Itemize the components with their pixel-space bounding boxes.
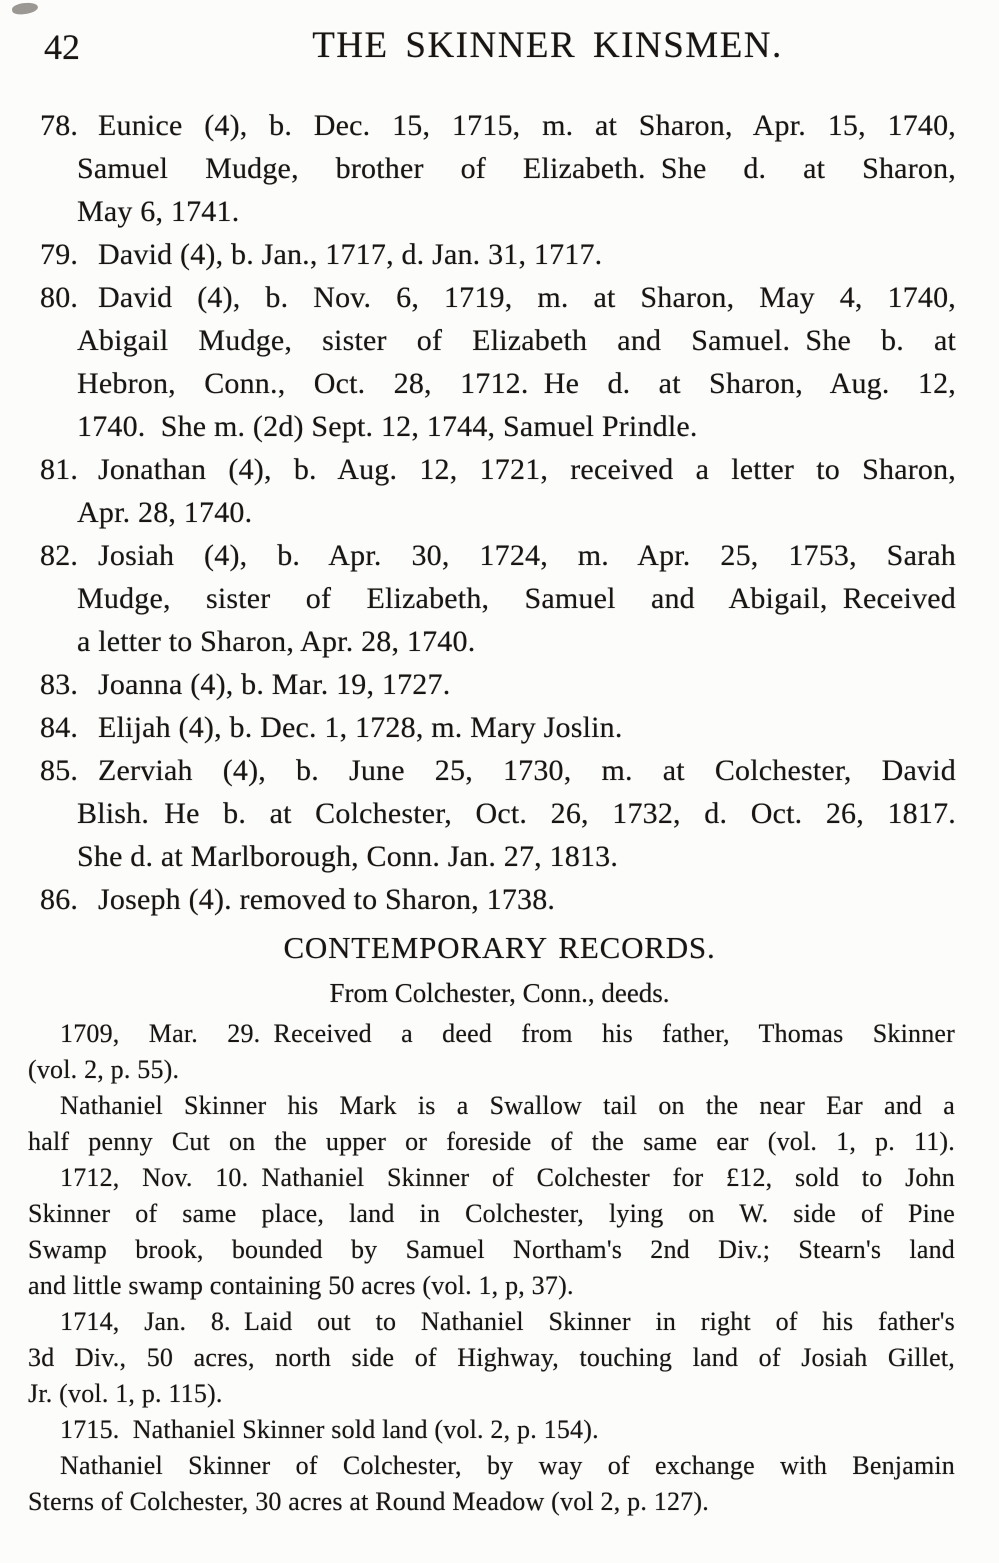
section-heading: CONTEMPORARY RECORDS. bbox=[283, 930, 716, 965]
entry-text: Elijah (4), b. Dec. 1, 1728, m. Mary Joslin. bbox=[98, 711, 623, 744]
paragraph-line: Nathaniel Skinner of Colchester, by way of exchange with Benjamin bbox=[60, 1451, 955, 1480]
genealogy-entry bbox=[40, 448, 956, 534]
record-paragraph bbox=[28, 1412, 955, 1448]
paragraph-line: 1715. Nathaniel Skinner sold land (vol. 2, p. 154). bbox=[60, 1415, 599, 1444]
paragraph-line: Sterns of Colchester, 30 acres at Round Meadow (vol 2, p. 127). bbox=[28, 1487, 709, 1516]
entry-line bbox=[40, 104, 956, 147]
entry-number: 83. bbox=[40, 668, 79, 701]
record-paragraph bbox=[28, 1304, 955, 1412]
entry-line bbox=[40, 534, 956, 577]
genealogy-entry bbox=[40, 233, 956, 276]
entry-line: a letter to Sharon, Apr. 28, 1740. bbox=[77, 625, 476, 658]
record-paragraph bbox=[28, 1016, 955, 1088]
entry-line bbox=[40, 663, 956, 706]
entry-text: David (4), b. Jan., 1717, d. Jan. 31, 1717. bbox=[98, 238, 603, 271]
paragraph-line: 1712, Nov. 10. Nathaniel Skinner of Colchester for £12, sold to John bbox=[60, 1163, 955, 1192]
running-title: THE SKINNER KINSMEN. bbox=[312, 25, 783, 66]
entry-line: 1740. She m. (2d) Sept. 12, 1744, Samuel Prindle. bbox=[77, 410, 698, 443]
scan-artifact bbox=[11, 1, 38, 16]
record-paragraph bbox=[28, 1448, 955, 1520]
entry-number: 79. bbox=[40, 238, 79, 271]
paragraph-line: 1709, Mar. 29. Received a deed from his father, Thomas Skinner bbox=[60, 1019, 955, 1048]
records-paragraphs bbox=[28, 1016, 955, 1520]
entry-line: Apr. 28, 1740. bbox=[77, 496, 253, 529]
entry-text: Joseph (4). removed to Sharon, 1738. bbox=[98, 883, 556, 916]
entry-number: 86. bbox=[40, 883, 79, 916]
entry-text: David (4), b. Nov. 6, 1719, m. at Sharon, May 4, 1740, bbox=[98, 281, 956, 314]
entry-line bbox=[40, 706, 956, 749]
genealogy-entry bbox=[40, 534, 956, 663]
entry-text: Joanna (4), b. Mar. 19, 1727. bbox=[98, 668, 451, 701]
paragraph-line: Nathaniel Skinner his Mark is a Swallow tail on the near Ear and a bbox=[60, 1091, 955, 1120]
record-paragraph bbox=[28, 1160, 955, 1304]
entry-line: Hebron, Conn., Oct. 28, 1712. He d. at Sharon, Aug. 12, bbox=[77, 367, 956, 400]
paragraph-line: (vol. 2, p. 55). bbox=[28, 1055, 180, 1084]
paragraph-line: half penny Cut on the upper or foreside of the same ear (vol. 1, p. 11). bbox=[28, 1127, 955, 1156]
entry-line: Samuel Mudge, brother of Elizabeth. She d. at Sharon, bbox=[77, 152, 956, 185]
record-paragraph bbox=[28, 1088, 955, 1160]
entry-number: 80. bbox=[40, 281, 79, 314]
genealogy-entry bbox=[40, 104, 956, 233]
paragraph-line: 3d Div., 50 acres, north side of Highway, touching land of Josiah Gillet, bbox=[28, 1343, 955, 1372]
entry-number: 82. bbox=[40, 539, 79, 572]
entry-line bbox=[40, 878, 956, 921]
page-number: 42 bbox=[44, 27, 80, 67]
entry-line bbox=[40, 448, 956, 491]
entry-text: Eunice (4), b. Dec. 15, 1715, m. at Sharon, Apr. 15, 1740, bbox=[98, 109, 956, 142]
entry-number: 81. bbox=[40, 453, 79, 486]
genealogy-entry bbox=[40, 663, 956, 706]
paragraph-line: and little swamp containing 50 acres (vol. 1, p, 37). bbox=[28, 1271, 574, 1300]
paragraph-line: 1714, Jan. 8. Laid out to Nathaniel Skinner in right of his father's bbox=[60, 1307, 955, 1336]
entry-line: Abigail Mudge, sister of Elizabeth and Samuel. She b. at bbox=[77, 324, 956, 357]
entry-text: Josiah (4), b. Apr. 30, 1724, m. Apr. 25, 1753, Sarah bbox=[98, 539, 956, 572]
entry-line bbox=[40, 276, 956, 319]
genealogy-entry bbox=[40, 276, 956, 448]
section-subheading: From Colchester, Conn., deeds. bbox=[329, 978, 670, 1008]
paragraph-line: Jr. (vol. 1, p. 115). bbox=[28, 1379, 223, 1408]
genealogy-entry bbox=[40, 706, 956, 749]
genealogy-entries-list bbox=[40, 104, 956, 921]
genealogy-entry bbox=[40, 878, 956, 921]
genealogy-entry bbox=[40, 749, 956, 878]
entry-number: 84. bbox=[40, 711, 79, 744]
entry-line: Blish. He b. at Colchester, Oct. 26, 1732, d. Oct. 26, 1817. bbox=[77, 797, 956, 830]
entry-line: She d. at Marlborough, Conn. Jan. 27, 1813. bbox=[77, 840, 619, 873]
entry-line bbox=[40, 233, 956, 276]
entry-number: 78. bbox=[40, 109, 79, 142]
entry-text: Zerviah (4), b. June 25, 1730, m. at Colchester, David bbox=[98, 754, 956, 787]
entry-text: Jonathan (4), b. Aug. 12, 1721, received a letter to Sharon, bbox=[98, 453, 956, 486]
paragraph-line: Swamp brook, bounded by Samuel Northam's 2nd Div.; Stearn's land bbox=[28, 1235, 955, 1264]
entry-line: Mudge, sister of Elizabeth, Samuel and Abigail, Received bbox=[77, 582, 956, 615]
entry-line bbox=[40, 749, 956, 792]
entry-number: 85. bbox=[40, 754, 79, 787]
entry-line: May 6, 1741. bbox=[77, 195, 240, 228]
paragraph-line: Skinner of same place, land in Colchester, lying on W. side of Pine bbox=[28, 1199, 955, 1228]
